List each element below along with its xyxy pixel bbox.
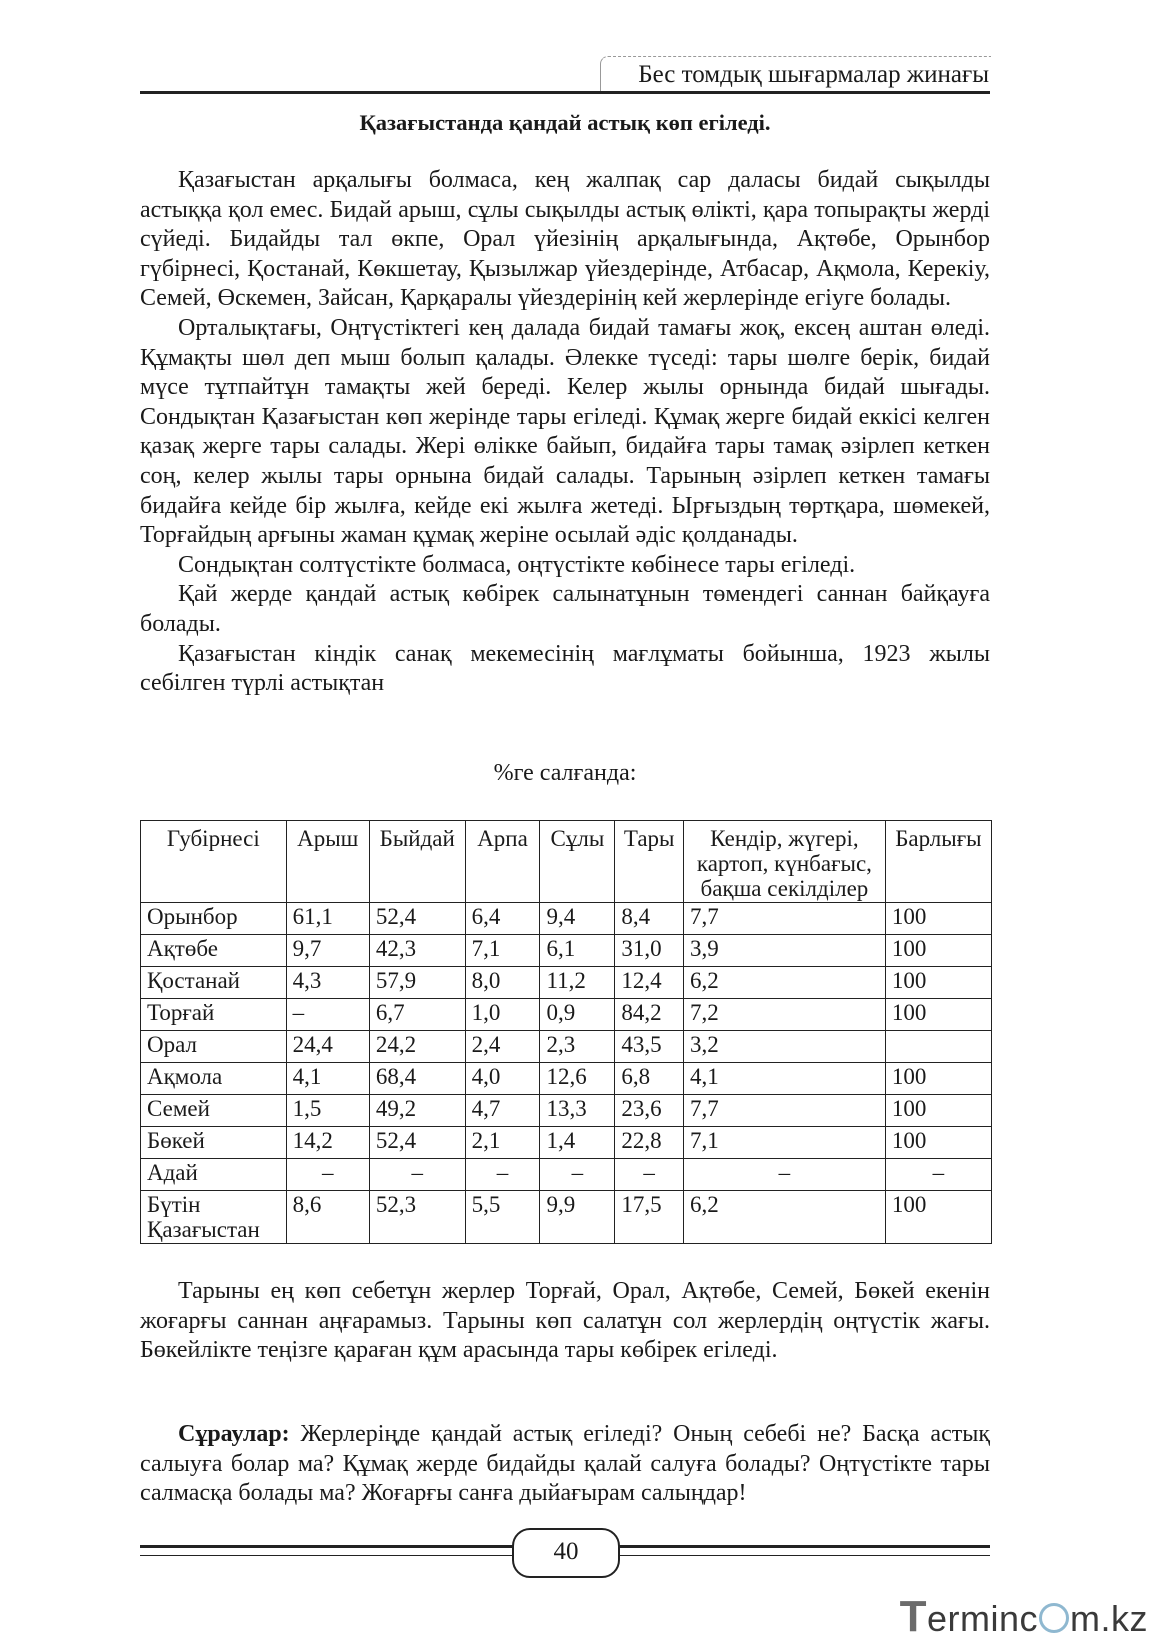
value-cell: 22,8 — [615, 1127, 684, 1159]
value-cell: 68,4 — [369, 1063, 465, 1095]
table-row — [141, 967, 992, 999]
value-cell: 11,2 — [540, 967, 615, 999]
value-cell: 31,0 — [615, 935, 684, 967]
value-cell: 1,4 — [540, 1127, 615, 1159]
value-cell: 24,2 — [369, 1031, 465, 1063]
region-cell: Орынбор — [141, 903, 287, 935]
region-cell: Орал — [141, 1031, 287, 1063]
value-cell — [885, 1031, 991, 1063]
table-header-row — [141, 821, 992, 903]
table-row — [141, 999, 992, 1031]
watermark-text: m.kz — [1070, 1598, 1148, 1639]
value-cell: 23,6 — [615, 1095, 684, 1127]
value-cell: – — [885, 1159, 991, 1191]
questions-body: Жерлеріңде қандай астық егіледі? Оның себебі не? Басқа астық салыуға болар ма? Құмақ жерде бидайды қалай салуға болады? Оңтүстікте тары салмасқа болады ма? Жоғарғы санға дыйағырам салыңдар! — [140, 1421, 990, 1507]
table-row — [141, 1127, 992, 1159]
value-cell: 7,7 — [684, 1095, 886, 1127]
region-cell: Торғай — [141, 999, 287, 1031]
value-cell: 4,1 — [684, 1063, 886, 1095]
value-cell: – — [540, 1159, 615, 1191]
value-cell: 14,2 — [286, 1127, 369, 1159]
value-cell: 2,1 — [465, 1127, 540, 1159]
paragraph: Қазағыстан арқалығы болмаса, кең жалпақ сар даласы бидай сықылды астыққа қол емес. Бидай арыш, сұлы сықылды астық өлікті, қара топырақты жерді сүйеді. Бидайды тал өкпе, Орал үйезінің арқалығында, Ақтөбе, Орынбор гүбірнесі, Қостанай, Көкшетау, Қызылжар үйездерінде, Атбасар, Ақмола, Керекіу, Семей, Өскемен, Зайсан, Қарқаралы үйездерінің кей жерлерінде егіуге болады. — [140, 167, 990, 312]
value-cell: 6,2 — [684, 967, 886, 999]
column-header: Арыш — [286, 821, 369, 903]
table-row — [141, 903, 992, 935]
running-head — [600, 56, 991, 93]
grain-table — [140, 820, 992, 1244]
value-cell: 3,9 — [684, 935, 886, 967]
questions-text — [140, 1420, 990, 1509]
value-cell: 52,4 — [369, 1127, 465, 1159]
value-cell: 17,5 — [615, 1191, 684, 1244]
value-cell: 7,7 — [684, 903, 886, 935]
page-number: 40 — [512, 1528, 620, 1578]
value-cell: 4,1 — [286, 1063, 369, 1095]
value-cell: 1,5 — [286, 1095, 369, 1127]
column-header: Быйдай — [369, 821, 465, 903]
watermark-text: erminc — [926, 1598, 1038, 1639]
value-cell: 100 — [885, 1127, 991, 1159]
column-header: Барлығы — [885, 821, 991, 903]
value-cell: 100 — [885, 1095, 991, 1127]
watermark-letter: T — [899, 1592, 927, 1641]
value-cell: 6,1 — [540, 935, 615, 967]
value-cell: 100 — [885, 1191, 991, 1244]
page-title: Қазағыстанда қандай астық көп егіледі. — [359, 110, 771, 135]
value-cell: 49,2 — [369, 1095, 465, 1127]
value-cell: 100 — [885, 967, 991, 999]
value-cell: 6,7 — [369, 999, 465, 1031]
value-cell: – — [615, 1159, 684, 1191]
region-cell: Ақмола — [141, 1063, 287, 1095]
table-row — [141, 1159, 992, 1191]
value-cell: 5,5 — [465, 1191, 540, 1244]
value-cell: 3,2 — [684, 1031, 886, 1063]
value-cell: 57,9 — [369, 967, 465, 999]
table-row — [141, 1191, 992, 1244]
value-cell: 100 — [885, 935, 991, 967]
value-cell: – — [286, 999, 369, 1031]
region-cell: Семей — [141, 1095, 287, 1127]
column-header: Арпа — [465, 821, 540, 903]
value-cell: 52,4 — [369, 903, 465, 935]
value-cell: – — [684, 1159, 886, 1191]
value-cell: 2,3 — [540, 1031, 615, 1063]
value-cell: 8,4 — [615, 903, 684, 935]
value-cell: 6,4 — [465, 903, 540, 935]
value-cell: 61,1 — [286, 903, 369, 935]
value-cell: 100 — [885, 999, 991, 1031]
percent-caption: %ге салғанда: — [493, 760, 637, 786]
paragraph: Орталықтағы, Оңтүстіктегі кең далада бидай тамағы жоқ, ексең аштан өледі. Құмақты шөл деп мыш болып қалады. Әлекке түседі: тары шөлге берік, бидай мүсе тұтпайтұн тамақты жей береді. Келер жылы орнында бидай шығады. Сондықтан Қазағыстан көп жерінде тары егіледі. Құмақ жерге бидай еккісі келген қазақ жерге тары салады. Жері өлікке байып, бидайға тары тамақ әзірлеп кеткен соң, келер жылы тары орнына бидай салады. Тарының әзірлеп кеткен тамағы бидайға кейде бір жылға, кейде екі жылға жетеді. Ырғыздың төртқара, шөмекей, Торғайдың арғыны жаман құмақ жеріне осылай әдіс қолданады. — [140, 314, 990, 549]
value-cell: 8,0 — [465, 967, 540, 999]
value-cell: 13,3 — [540, 1095, 615, 1127]
column-header: Тары — [615, 821, 684, 903]
value-cell: 6,2 — [684, 1191, 886, 1244]
value-cell: 42,3 — [369, 935, 465, 967]
value-cell: – — [286, 1159, 369, 1191]
paragraph: Сондықтан солтүстікте болмаса, оңтүстікте көбінесе тары егіледі. — [178, 551, 856, 578]
value-cell: 24,4 — [286, 1031, 369, 1063]
value-cell: 4,7 — [465, 1095, 540, 1127]
value-cell: 6,8 — [615, 1063, 684, 1095]
intro-text — [140, 166, 990, 699]
region-cell: Адай — [141, 1159, 287, 1191]
region-cell: Ақтөбе — [141, 935, 287, 967]
column-header: Губірнесі — [141, 821, 287, 903]
watermark-logo — [900, 1592, 1148, 1642]
value-cell: 7,2 — [684, 999, 886, 1031]
value-cell: 8,6 — [286, 1191, 369, 1244]
value-cell: – — [465, 1159, 540, 1191]
watermark-o-circle — [1039, 1603, 1069, 1633]
value-cell: 1,0 — [465, 999, 540, 1031]
value-cell: 4,3 — [286, 967, 369, 999]
value-cell: 43,5 — [615, 1031, 684, 1063]
running-head-text: Бес томдық шығармалар жинағы — [638, 61, 989, 88]
value-cell: 12,4 — [615, 967, 684, 999]
value-cell: 2,4 — [465, 1031, 540, 1063]
value-cell: 9,4 — [540, 903, 615, 935]
paragraph: Қай жерде қандай астық көбірек салынатұнын төмендегі саннан байқауға болады. — [140, 581, 990, 637]
value-cell: 84,2 — [615, 999, 684, 1031]
questions-label: Сұраулар: — [178, 1421, 290, 1447]
paragraph: Тарыны ең көп себетұн жерлер Торғай, Орал, Ақтөбе, Семей, Бөкей екенін жоғарғы саннан аңғарамыз. Тарыны көп салатұн сол жерлердің оңтүстік жағы. Бөкейлікте теңізге қараған құм арасында тары көбірек егіледі. — [140, 1278, 990, 1364]
value-cell: 0,9 — [540, 999, 615, 1031]
value-cell: 12,6 — [540, 1063, 615, 1095]
value-cell: 100 — [885, 903, 991, 935]
value-cell: 52,3 — [369, 1191, 465, 1244]
table-row — [141, 935, 992, 967]
table-row — [141, 1031, 992, 1063]
value-cell: 7,1 — [684, 1127, 886, 1159]
region-cell: Қостанай — [141, 967, 287, 999]
conclusion-text — [140, 1277, 990, 1366]
value-cell: 7,1 — [465, 935, 540, 967]
header-rule — [140, 91, 990, 94]
table-row — [141, 1063, 992, 1095]
value-cell: 9,9 — [540, 1191, 615, 1244]
paragraph: Қазағыстан кіндік санақ мекемесінің мағлұматы бойынша, 1923 жылы себілген түрлі астықтан — [140, 640, 990, 697]
column-header: Сұлы — [540, 821, 615, 903]
paragraph — [140, 1420, 990, 1509]
value-cell: 9,7 — [286, 935, 369, 967]
region-cell: Бүтін Қазағыстан — [141, 1191, 287, 1244]
value-cell: 4,0 — [465, 1063, 540, 1095]
value-cell: – — [369, 1159, 465, 1191]
value-cell: 100 — [885, 1063, 991, 1095]
table-row — [141, 1095, 992, 1127]
column-header: Кендір, жүгері, картоп, күнбағыс, бақша секілділер — [684, 821, 886, 903]
region-cell: Бөкей — [141, 1127, 287, 1159]
